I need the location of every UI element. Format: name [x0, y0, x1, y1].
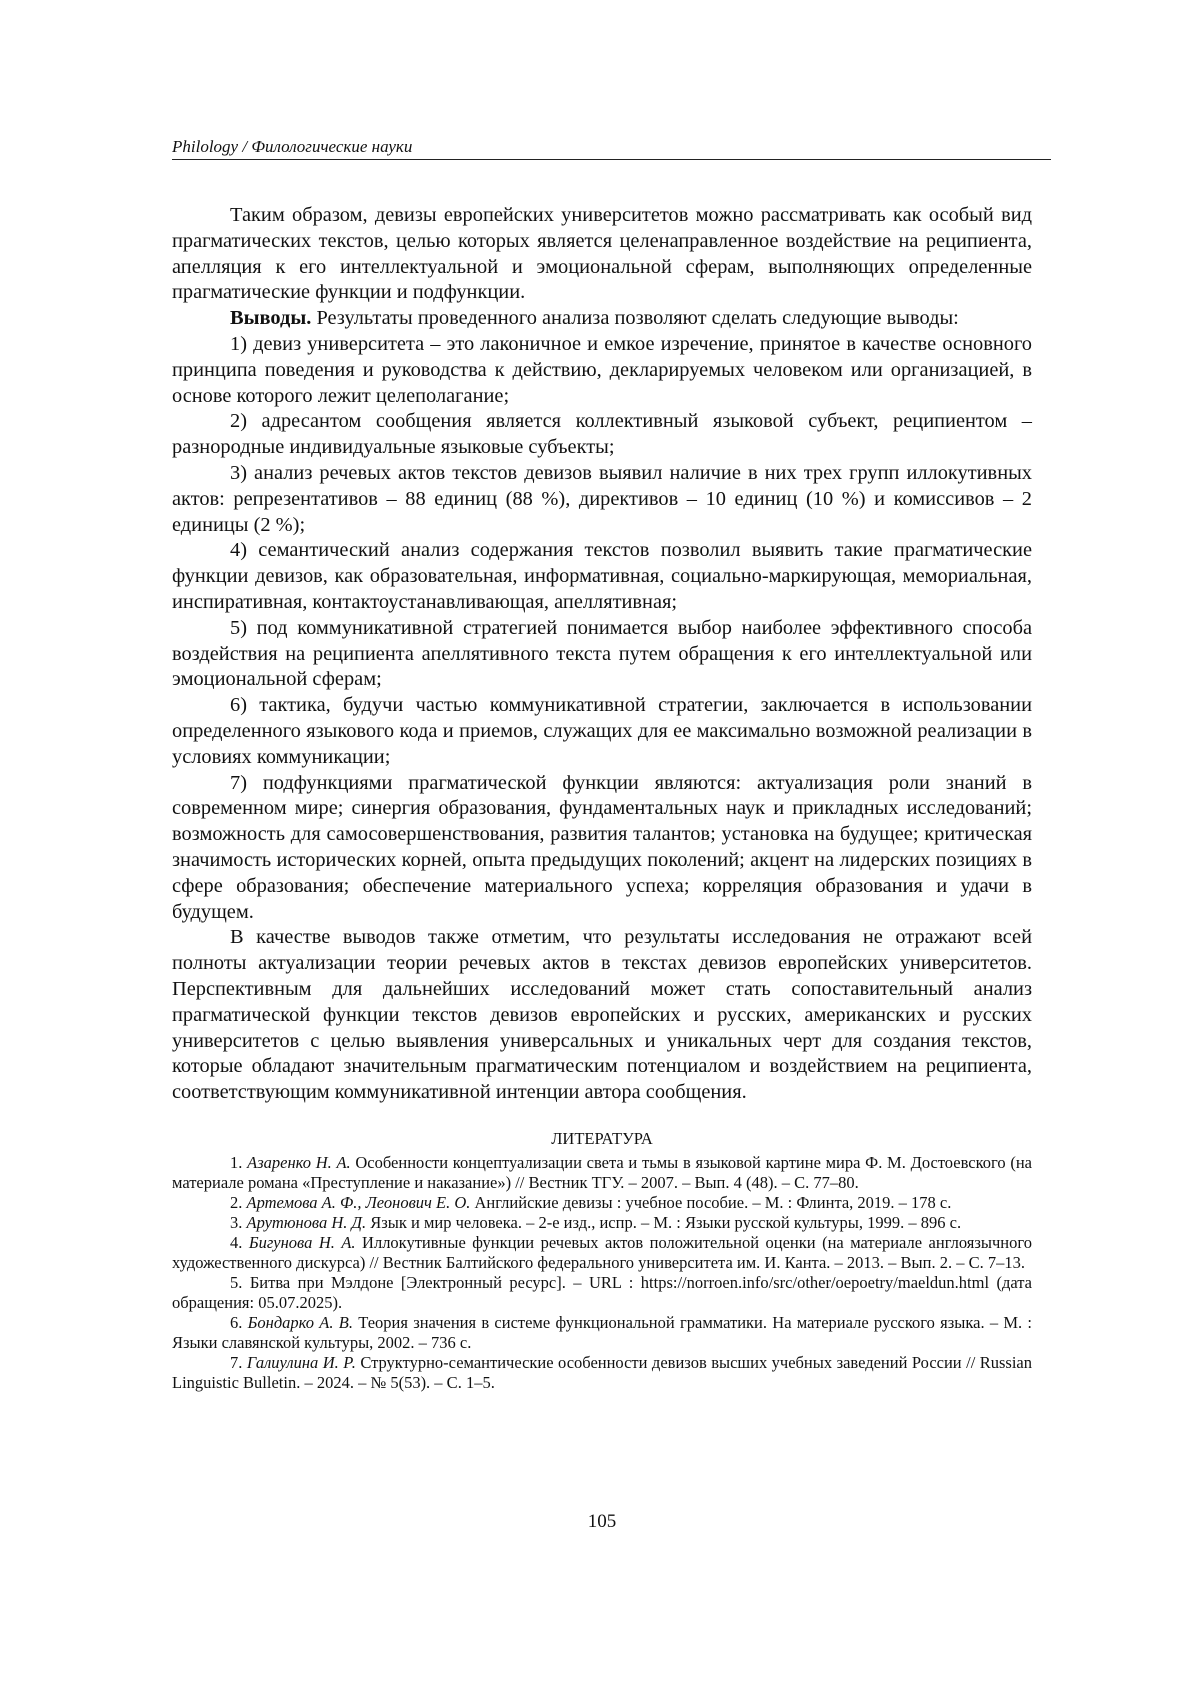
conclusion-item-2: 2) адресантом сообщения является коллективный языковой субъект, реципиентом – разнородные индивидуальные языковые субъекты; — [172, 410, 1032, 459]
reference-text: Теория значения в системе функциональной грамматики. На материале русского языка. – М. : Языки славянской культуры, 2002. – 736 с. — [172, 1313, 1033, 1352]
reference-number: 7. — [230, 1353, 243, 1372]
conclusion-item-6: 6) тактика, будучи частью коммуникативной стратегии, заключается в использовании определенного языкового кода и приемов, служащих для ее максимально возможной реализации в условиях коммуникации; — [172, 694, 1032, 768]
reference-author: Галиулина И. Р. — [246, 1353, 356, 1372]
reference-item-2 — [172, 1193, 1032, 1213]
conclusion-item-4: 4) семантический анализ содержания текстов позволил выявить такие прагматические функции девизов, как образовательная, информативная, социально-маркирующая, мемориальная, инспиративная, контактоустанавливающая, апеллятивная; — [172, 539, 1032, 613]
reference-number: 3. — [230, 1213, 243, 1232]
conclusion-item-5: 5) под коммуникативной стратегией понимается выбор наиболее эффективного способа воздействия на реципиента апеллятивного текста путем обращения к его интеллектуальной или эмоциональной сферам; — [172, 616, 1032, 691]
reference-item-5 — [172, 1273, 1032, 1313]
closing-paragraph: В качестве выводов также отметим, что результаты исследования не отражают всей полноты актуализации теории речевых актов в текстах девизов европейских университетов. Перспективным для дальнейших исследований может стать сопоставительный анализ прагматической функции текстов девизов европейских и русских, американских и русских университетов с целью выявления универсальных и уникальных черт для создания текстов, которые обладают значительным прагматическим потенциалом и воздействием на реципиента, соответствующим коммуникативной интенции автора сообщения. — [172, 926, 1032, 1104]
reference-number: 5. — [230, 1273, 243, 1292]
references-list — [172, 1153, 1032, 1393]
conclusions-lead: Результаты проведенного анализа позволяют сделать следующие выводы: — [311, 307, 959, 330]
conclusion-item-7: 7) подфункциями прагматической функции являются: актуализация роли знаний в современном мире; синергия образования, фундаментальных наук и прикладных исследований; возможность для самосовершенствования, развития талантов; установка на будущее; критическая значимость исторических корней, опыта предыдущих поколений; акцент на лидерских позициях в сфере образования; обеспечение материального успеха; корреляция образования и удачи в будущем. — [172, 771, 1032, 923]
conclusion-item-3: 3) анализ речевых актов текстов девизов выявил наличие в них трех групп иллокутивных актов: репрезентативов – 88 единиц (88 %), директивов – 10 единиц (10 %) и комиссивов – 2 единицы (2 %); — [172, 461, 1032, 536]
references-title: ЛИТЕРАТУРА — [551, 1129, 653, 1148]
reference-author: Бондарко А. В. — [247, 1313, 353, 1332]
article-body — [172, 203, 1032, 1106]
reference-item-4 — [172, 1233, 1032, 1273]
reference-text: Иллокутивные функции речевых актов положительной оценки (на материале англоязычного художественного дискурса) // Вестник Балтийского федерального университета им. И. Канта. – 2013. – Вып. 2. – С. 7–13. — [172, 1233, 1032, 1272]
reference-number: 2. — [230, 1193, 243, 1212]
reference-number: 4. — [230, 1233, 243, 1252]
reference-text: Особенности концептуализации света и тьмы в языковой картине мира Ф. М. Достоевского (на материале романа «Преступление и наказание») // Вестник ТГУ. – 2007. – Вып. 4 (48). – С. 77–80. — [172, 1153, 1033, 1192]
page-number: 105 — [587, 1511, 617, 1532]
conclusion-item-1: 1) девиз университета – это лаконичное и емкое изречение, принятое в качестве основного принципа поведения и руководства к действию, декларируемых человеком или организацией, в основе которого лежит целеполагание; — [172, 332, 1032, 407]
reference-text: Битва при Мэлдоне [Электронный ресурс]. – URL : https://norroen.info/src/other/oepoetry/maeldun.html (дата обращения: 05.07.2025). — [172, 1273, 1033, 1312]
conclusions-label: Выводы. — [230, 307, 312, 330]
reference-author: Арутюнова Н. Д. — [246, 1213, 367, 1232]
reference-text: Язык и мир человека. – 2-е изд., испр. – М. : Языки русской культуры, 1999. – 896 с. — [366, 1213, 962, 1232]
reference-item-1 — [172, 1153, 1032, 1193]
reference-number: 1. — [230, 1153, 243, 1172]
reference-author: Азаренко Н. А. — [247, 1153, 351, 1172]
running-header — [172, 137, 1051, 160]
conclusions-heading-paragraph — [172, 306, 1032, 332]
intro-paragraph: Таким образом, девизы европейских университетов можно рассматривать как особый вид прагматических текстов, целью которых является целенаправленное воздействие на реципиента, апелляция к его интеллектуальной и эмоциональной сферам, выполняющих определенные прагматические функции и подфункции. — [172, 204, 1032, 304]
reference-author: Артемова А. Ф., Леонович Е. О. — [246, 1193, 471, 1212]
reference-text: Структурно-семантические особенности девизов высших учебных заведений России // Russian Linguistic Bulletin. – 2024. – № 5(53). – С. 1–5. — [172, 1353, 1033, 1392]
reference-number: 6. — [230, 1313, 243, 1332]
reference-text: Английские девизы : учебное пособие. – М. : Флинта, 2019. – 178 с. — [470, 1193, 952, 1212]
reference-item-7 — [172, 1353, 1032, 1393]
reference-item-3 — [172, 1213, 1032, 1233]
running-title: Philology / Филологические науки — [172, 137, 413, 156]
reference-item-6 — [172, 1313, 1032, 1353]
reference-author: Бигунова Н. А. — [248, 1233, 356, 1252]
